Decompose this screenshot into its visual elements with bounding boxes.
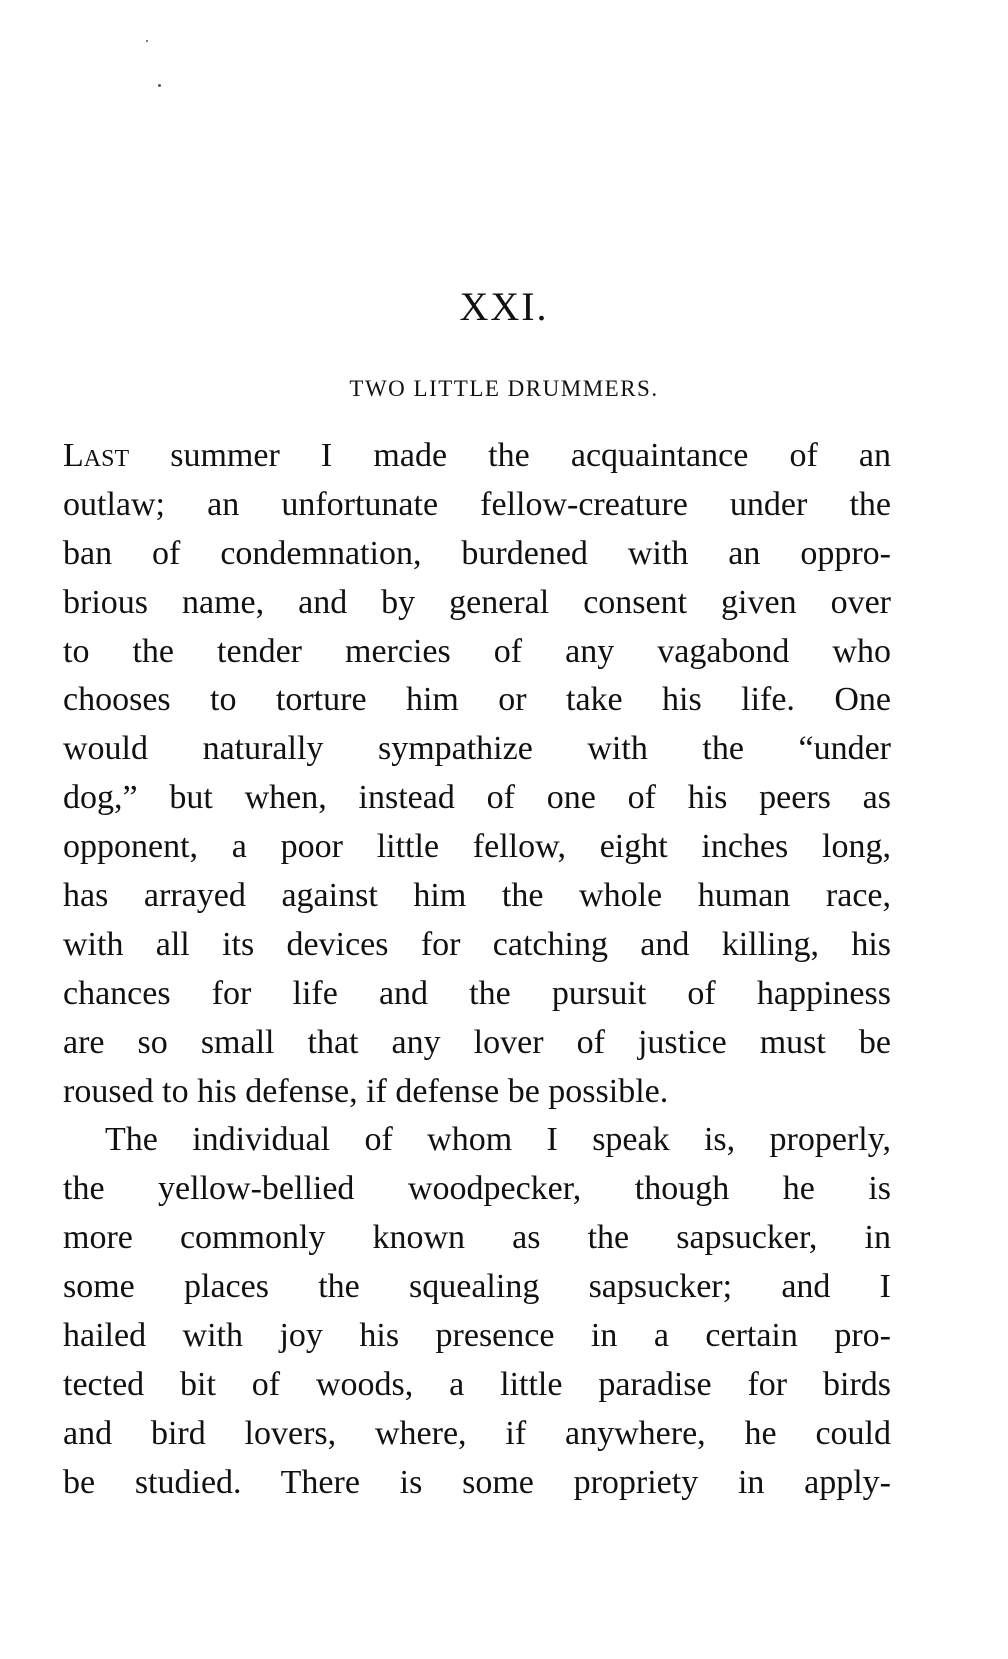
text-line: would naturally sympathize with the “under bbox=[63, 730, 891, 768]
text-line: tected bit of woods, a little paradise for birds bbox=[63, 1365, 891, 1403]
text-line: brious name, and by general consent given over bbox=[63, 583, 891, 621]
text-line: be studied. There is some propriety in apply- bbox=[63, 1463, 891, 1501]
text-line: the yellow-bellied woodpecker, though he is bbox=[63, 1170, 891, 1208]
page-speck bbox=[146, 40, 148, 42]
text-line: The individual of whom I speak is, properly, bbox=[105, 1121, 891, 1159]
text-line: to the tender mercies of any vagabond who bbox=[63, 632, 891, 670]
text-line: chooses to torture him or take his life. One bbox=[63, 681, 891, 719]
chapter-number: XXI. bbox=[459, 284, 549, 329]
text-line: with all its devices for catching and killing, his bbox=[63, 925, 891, 963]
text-line: Last summer I made the acquaintance of an bbox=[63, 437, 891, 474]
text-line: roused to his defense, if defense be possible. bbox=[63, 1072, 669, 1110]
text-line: and bird lovers, where, if anywhere, he could bbox=[63, 1414, 891, 1452]
text-line: hailed with joy his presence in a certain pro- bbox=[63, 1317, 891, 1355]
text-line: some places the squealing sapsucker; and I bbox=[63, 1268, 891, 1306]
text-line: dog,” but when, instead of one of his peers as bbox=[63, 779, 891, 817]
text-line: are so small that any lover of justice must be bbox=[63, 1023, 891, 1061]
text-line: outlaw; an unfortunate fellow-creature under the bbox=[63, 485, 891, 523]
text-line: chances for life and the pursuit of happiness bbox=[63, 974, 891, 1012]
text-line: more commonly known as the sapsucker, in bbox=[63, 1219, 891, 1257]
chapter-title: TWO LITTLE DRUMMERS. bbox=[349, 376, 659, 401]
page-speck bbox=[158, 84, 161, 87]
lead-word: Last bbox=[63, 437, 130, 474]
text-line: has arrayed against him the whole human race, bbox=[63, 877, 891, 915]
body-text bbox=[63, 432, 891, 1508]
text-line: ban of condemnation, burdened with an oppro- bbox=[63, 534, 891, 572]
text-line: opponent, a poor little fellow, eight inches long, bbox=[63, 828, 891, 866]
